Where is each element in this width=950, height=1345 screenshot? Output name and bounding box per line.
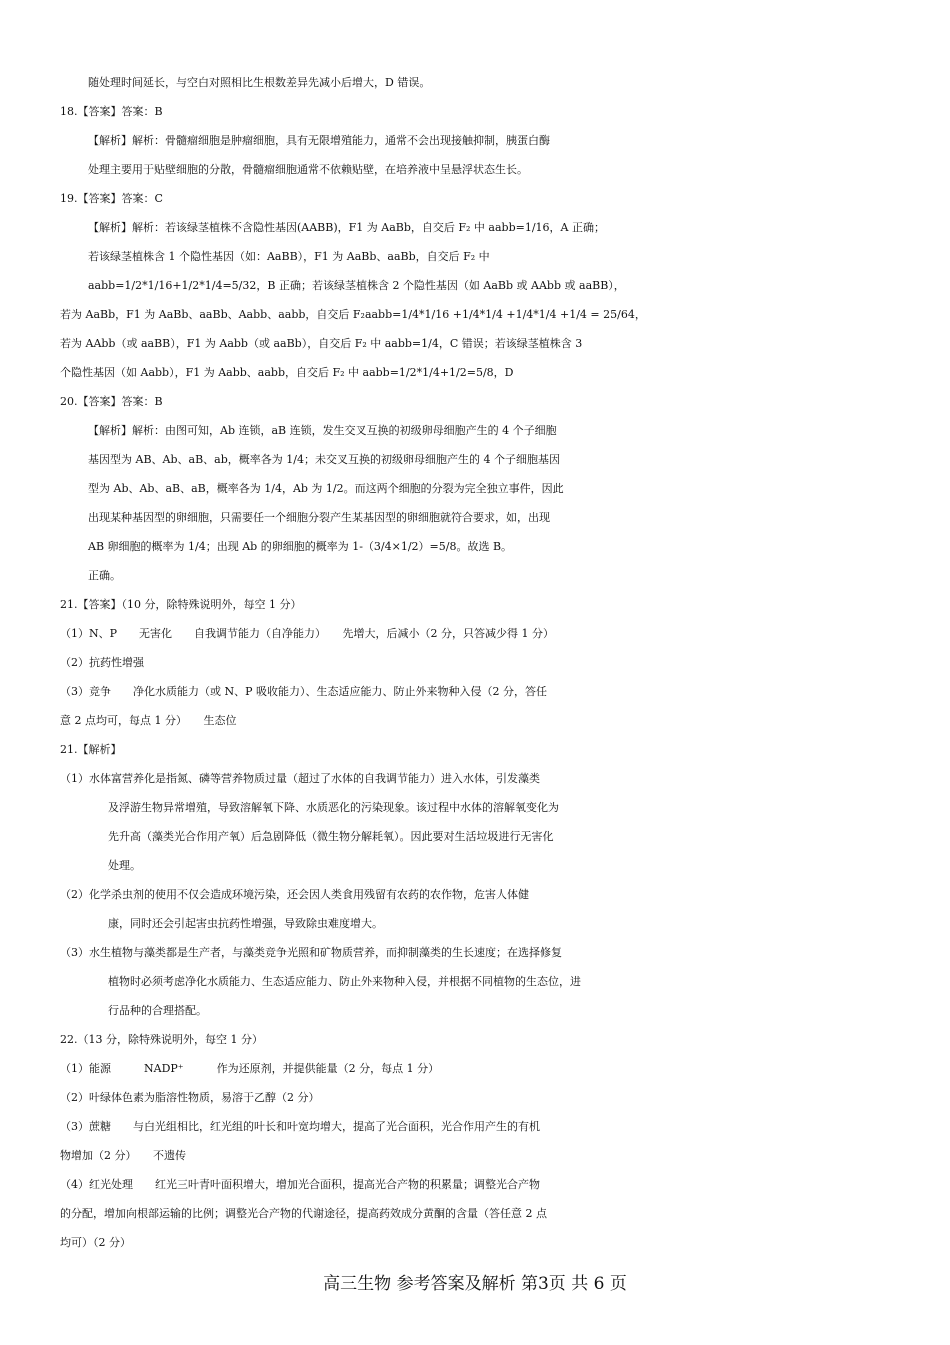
text-line: （2）化学杀虫剂的使用不仅会造成环境污染，还会因人类食用残留有农药的农作物，危害人体健 bbox=[60, 888, 529, 901]
text-line: 先升高（藻类光合作用产氧）后急剧降低（微生物分解耗氧）。因此要对生活垃圾进行无害化 bbox=[108, 830, 554, 843]
text-line: 行品种的合理搭配。 bbox=[108, 1004, 207, 1017]
text-line: 处理主要用于贴壁细胞的分散，骨髓瘤细胞通常不依赖贴壁，在培养液中呈悬浮状态生长。 bbox=[88, 163, 528, 176]
answer-heading-22: 22.（13 分，除特殊说明外，每空 1 分） bbox=[60, 1033, 263, 1046]
text-line: 物增加（2 分） 不遗传 bbox=[60, 1149, 186, 1162]
text-line: 【解析】解析：骨髓瘤细胞是肿瘤细胞，具有无限增殖能力，通常不会出现接触抑制，胰蛋白酶 bbox=[88, 134, 550, 147]
text-line: （3）竞争 净化水质能力（或 N、P 吸收能力）、生态适应能力、防止外来物种入侵（2 分，答任 bbox=[60, 685, 548, 698]
text-line: （3）蔗糖 与白光组相比，红光组的叶长和叶宽均增大，提高了光合面积，光合作用产生的有机 bbox=[60, 1120, 540, 1133]
page-footer: 高三生物 参考答案及解析 第3页 共 6 页 bbox=[323, 1274, 627, 1294]
answer-heading-20: 20.【答案】答案：B bbox=[60, 395, 163, 408]
text-line: （1）能源 NADP⁺ 作为还原剂，并提供能量（2 分，每点 1 分） bbox=[60, 1062, 440, 1075]
text-line: 正确。 bbox=[88, 569, 121, 582]
text-line: 处理。 bbox=[108, 859, 141, 872]
text-line: 及浮游生物异常增殖，导致溶解氧下降、水质恶化的污染现象。该过程中水体的溶解氧变化为 bbox=[108, 801, 559, 814]
text-line: 型为 Ab、Ab、aB、aB，概率各为 1/4，Ab 为 1/2。而这两个细胞的分裂为完全独立事件，因此 bbox=[88, 482, 564, 495]
text-line: AB 卵细胞的概率为 1/4；出现 Ab 的卵细胞的概率为 1-（3/4×1/2）=5/8。故选 B。 bbox=[88, 540, 513, 553]
text-line: （4）红光处理 红光三叶青叶面积增大，增加光合面积，提高光合产物的积累量；调整光合产物 bbox=[60, 1178, 540, 1191]
text-line: （1）N、P 无害化 自我调节能力（自净能力） 先增大，后减小（2 分，只答减少得 1 分） bbox=[60, 627, 555, 640]
text-line: （3）水生植物与藻类都是生产者，与藻类竞争光照和矿物质营养，而抑制藻类的生长速度；在选择修复 bbox=[60, 946, 562, 959]
text-line: 【解析】解析：若该绿茎植株不含隐性基因(AABB)，F1 为 AaBb，自交后 F₂ 中 aabb=1/16，A 正确； bbox=[88, 221, 605, 234]
text-line: 康，同时还会引起害虫抗药性增强，导致除虫难度增大。 bbox=[108, 917, 383, 930]
answer-heading-21: 21.【答案】（10 分，除特殊说明外，每空 1 分） bbox=[60, 598, 302, 611]
analysis-heading-21: 21.【解析】 bbox=[60, 743, 122, 756]
answer-heading-18: 18.【答案】答案：B bbox=[60, 105, 163, 118]
text-line: （2）抗药性增强 bbox=[60, 656, 144, 669]
text-line: 意 2 点均可，每点 1 分） 生态位 bbox=[60, 714, 237, 727]
text-line: 的分配，增加向根部运输的比例；调整光合产物的代谢途径，提高药效成分黄酮的含量（答任意 2 点 bbox=[60, 1207, 547, 1220]
text-line: 个隐性基因（如 Aabb），F1 为 Aabb、aabb，自交后 F₂ 中 aabb=1/2*1/4+1/2=5/8，D bbox=[60, 366, 514, 379]
text-line: 出现某种基因型的卵细胞，只需要任一个细胞分裂产生某基因型的卵细胞就符合要求，如，出现 bbox=[88, 511, 550, 524]
text-line: 均可）（2 分） bbox=[60, 1236, 131, 1249]
text-line: 若为 AAbb（或 aaBB），F1 为 Aabb（或 aaBb），自交后 F₂ 中 aabb=1/4，C 错误；若该绿茎植株含 3 bbox=[60, 337, 583, 350]
text-line: 若为 AaBb，F1 为 AaBb、aaBb、Aabb、aabb，自交后 F₂aabb=1/4*1/16 +1/4*1/4 +1/4*1/4 +1/4 = 25/64， bbox=[60, 308, 646, 321]
text-line: 随处理时间延长，与空白对照相比生根数差异先减小后增大，D 错误。 bbox=[88, 76, 431, 89]
text-line: 植物时必须考虑净化水质能力、生态适应能力、防止外来物种入侵，并根据不同植物的生态位，进 bbox=[108, 975, 581, 988]
text-line: 基因型为 AB、Ab、aB、ab，概率各为 1/4；未交叉互换的初级卵母细胞产生的 4 个子细胞基因 bbox=[88, 453, 560, 466]
text-line: 【解析】解析：由图可知，Ab 连锁，aB 连锁，发生交叉互换的初级卵母细胞产生的 4 个子细胞 bbox=[88, 424, 557, 437]
answer-heading-19: 19.【答案】答案：C bbox=[60, 192, 163, 205]
text-line: （1）水体富营养化是指氮、磷等营养物质过量（超过了水体的自我调节能力）进入水体，引发藻类 bbox=[60, 772, 540, 785]
text-line: （2）叶绿体色素为脂溶性物质，易溶于乙醇（2 分） bbox=[60, 1091, 320, 1104]
text-line: aabb=1/2*1/16+1/2*1/4=5/32，B 正确；若该绿茎植株含 2 个隐性基因（如 AaBb 或 AAbb 或 aaBB）， bbox=[88, 279, 625, 292]
text-line: 若该绿茎植株含 1 个隐性基因（如：AaBB），F1 为 AaBb、aaBb，自交后 F₂ 中 bbox=[88, 250, 490, 263]
